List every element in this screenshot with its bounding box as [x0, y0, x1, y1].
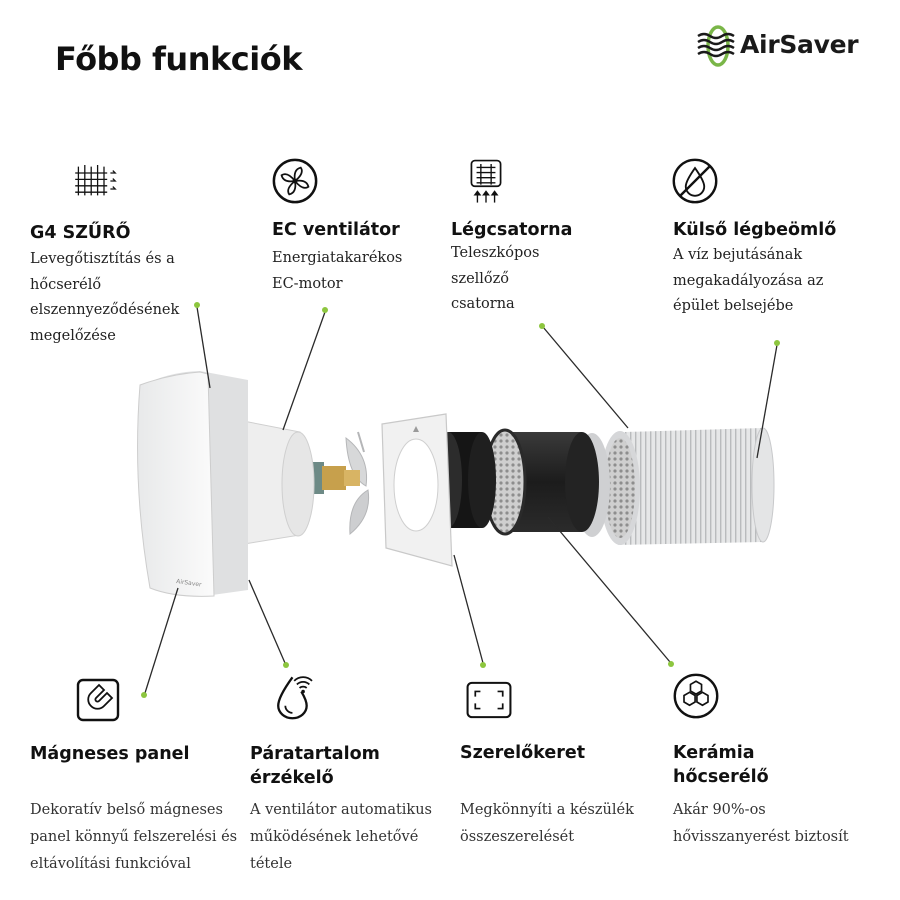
page-title: Főbb funkciók: [55, 40, 302, 78]
leader-dot-hood: [774, 340, 780, 346]
ceramic-hex-icon: [672, 672, 720, 720]
feature-title: G4 SZŰRŐ: [30, 223, 131, 243]
fan-icon: [271, 157, 319, 205]
feature-description: Dekoratív belső mágneses panel könnyű felszerelési és eltávolítási funkcióval: [30, 802, 238, 872]
humidity-sensor-icon: [272, 672, 320, 720]
feature-description: Energiatakarékos EC-motor: [272, 250, 403, 292]
feature-title: Mágneses panel: [30, 744, 190, 764]
leader-dot-frame: [480, 662, 486, 668]
mounting-frame-icon: [465, 676, 513, 724]
feature-description: Akár 90%-os hővisszanyerést biztosít: [673, 802, 849, 845]
brand-name: AirSaver: [740, 30, 859, 59]
leader-dot-humidity: [283, 662, 289, 668]
filter-grid-icon: [72, 157, 120, 205]
feature-title: Külső légbeömlő: [673, 220, 837, 240]
magnet-icon: [74, 676, 122, 724]
leader-dot-ec: [322, 307, 328, 313]
leader-dot-ceramic: [668, 661, 674, 667]
feature-description: Megkönnyíti a készülék összeszerelését: [460, 802, 634, 845]
feature-title: Kerámia hőcserélő: [673, 743, 769, 787]
feature-description: A víz bejutásának megakadályozása az épület belsejébe: [673, 247, 824, 314]
feature-description: A ventilátor automatikus működésének lehetővé tétele: [250, 802, 433, 872]
no-water-icon: [671, 157, 719, 205]
feature-title: Páratartalom érzékelő: [250, 744, 380, 788]
feature-description: Teleszkópos szellőző csatorna: [451, 245, 540, 312]
feature-title: Szerelőkeret: [460, 743, 586, 763]
feature-title: Légcsatorna: [451, 220, 573, 240]
feature-title: EC ventilátor: [272, 220, 400, 240]
feature-description: Levegőtisztítás és a hőcserélő elszennyeződésének megelőzése: [30, 251, 180, 344]
panel-brand: AirSaver: [175, 578, 202, 589]
leader-dot-duct: [539, 323, 545, 329]
leader-dot-magnet: [141, 692, 147, 698]
leader-dot-g4: [194, 302, 200, 308]
duct-airflow-icon: [462, 158, 510, 206]
